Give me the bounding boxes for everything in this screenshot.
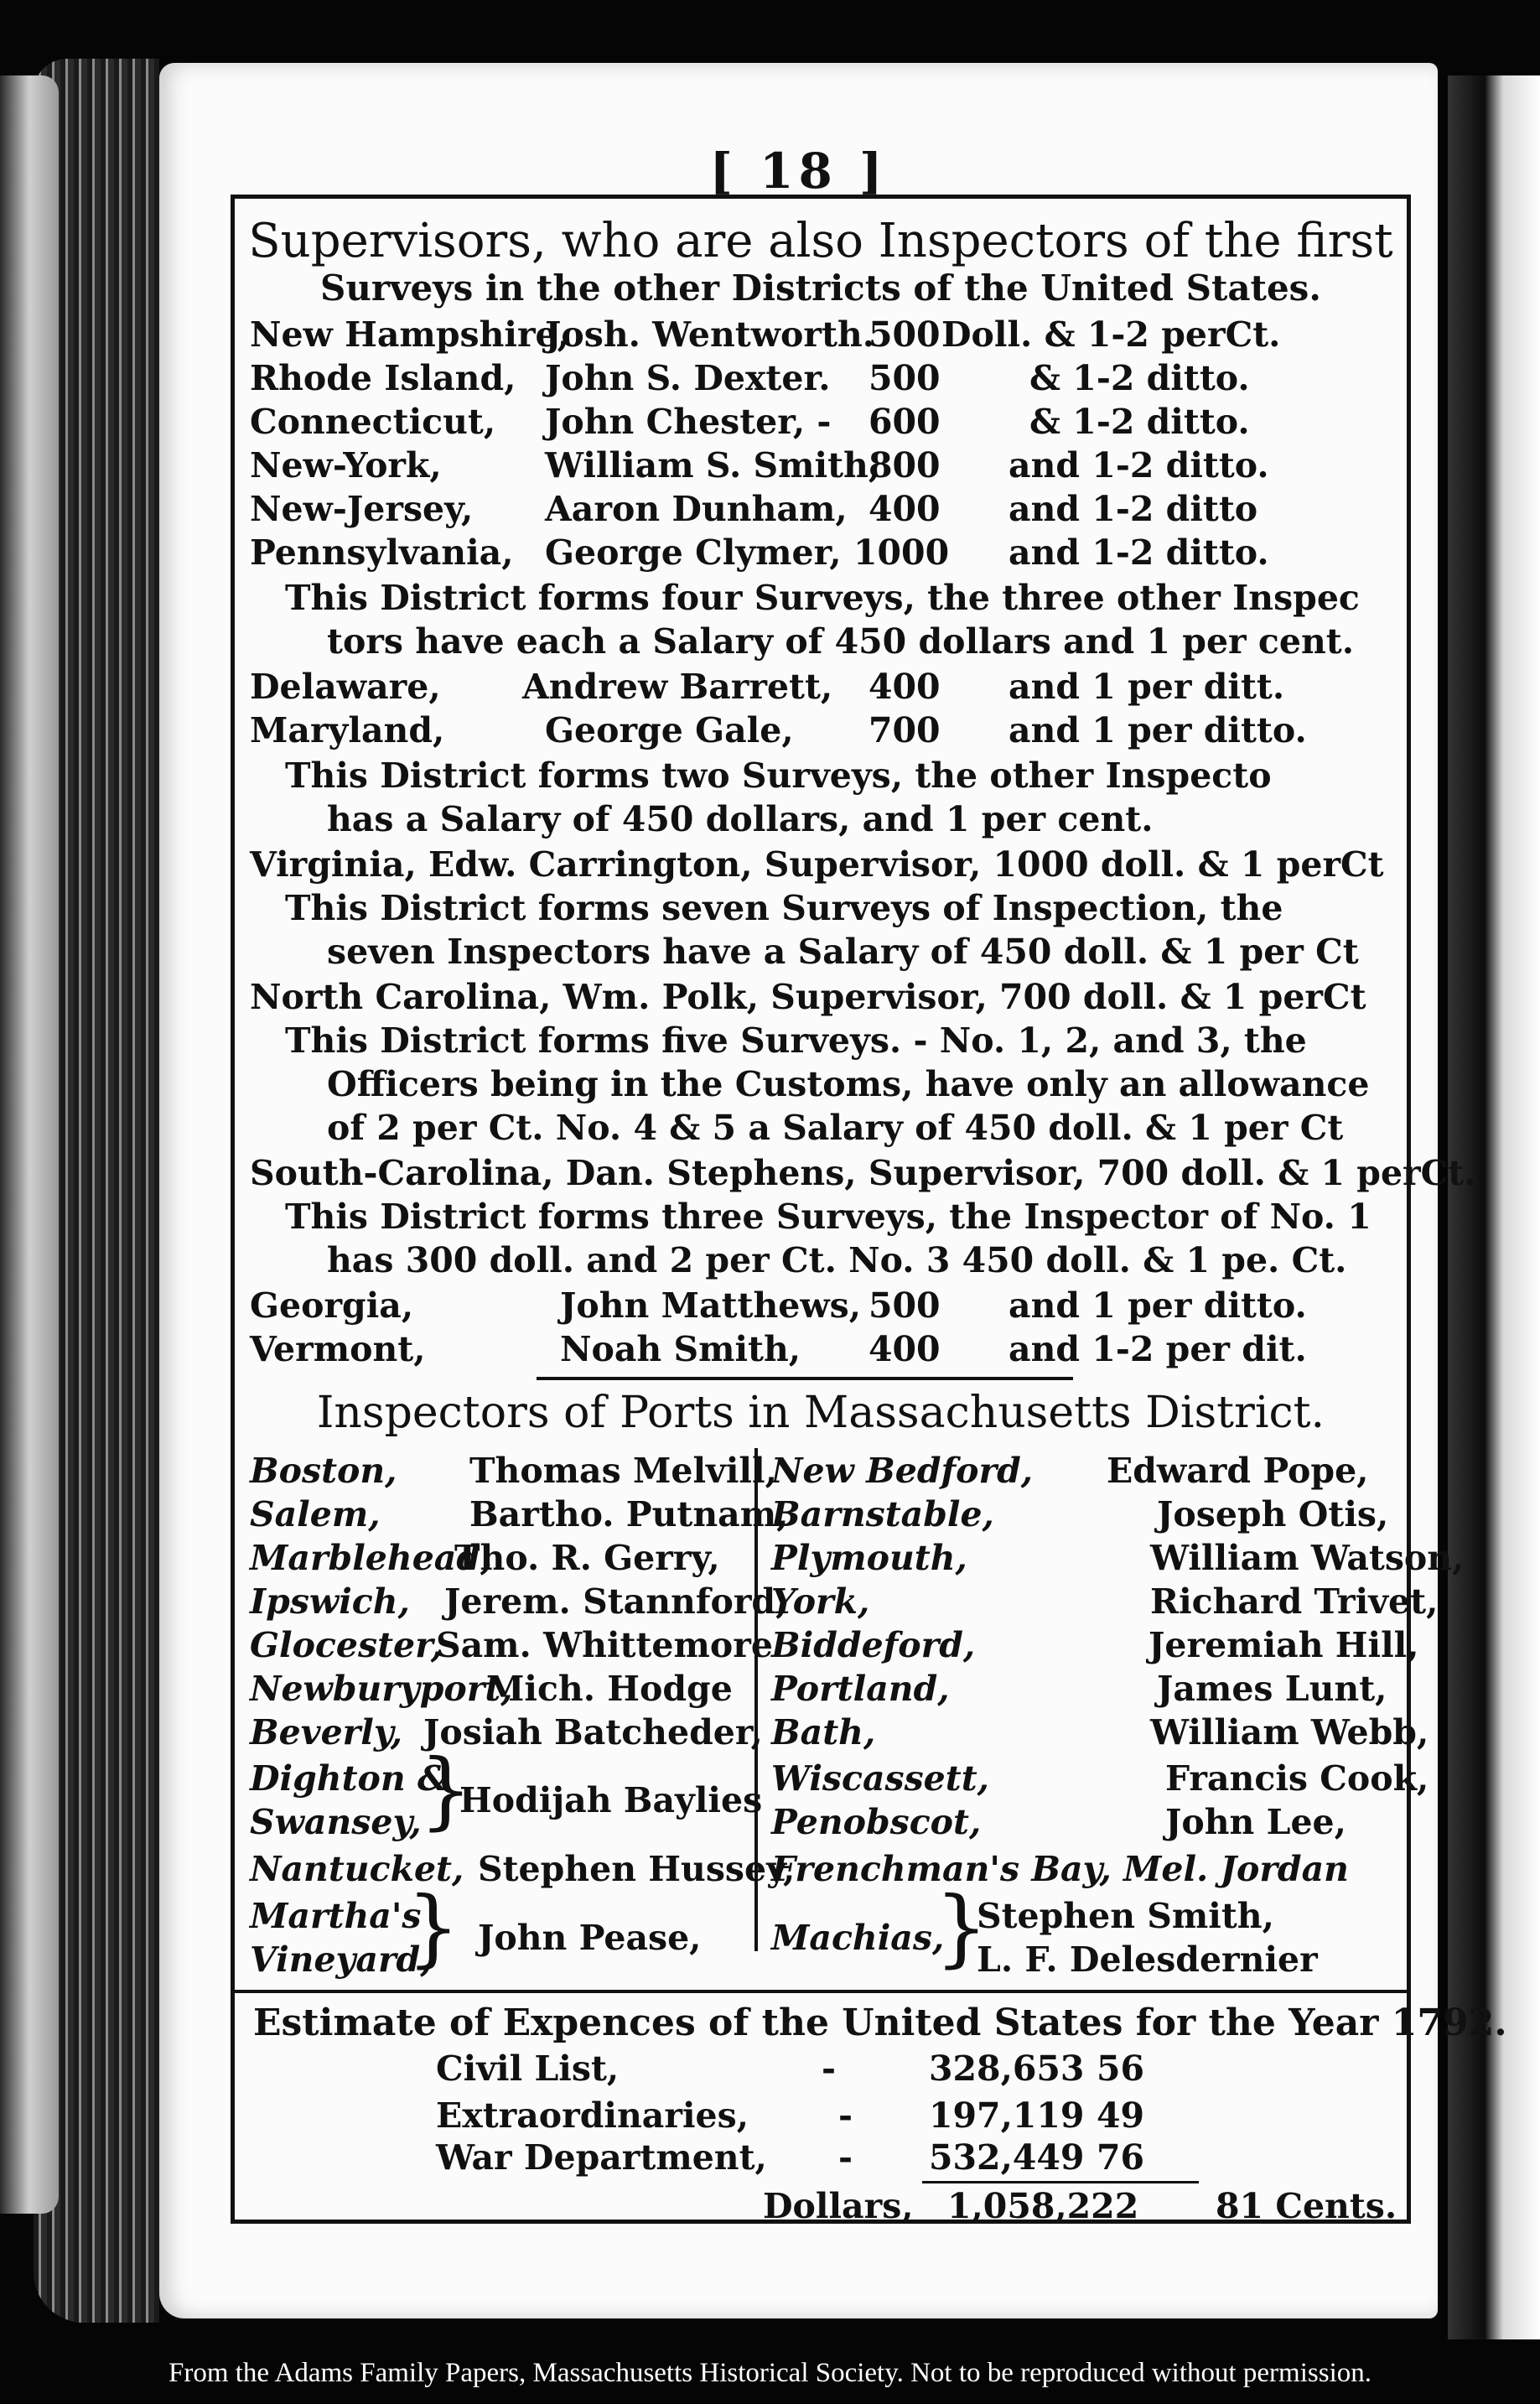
inspector-name: John Lee, xyxy=(1165,1802,1346,1842)
inspector-name: William Watson, xyxy=(1150,1538,1465,1578)
copyright-footer: From the Adams Family Papers, Massachusetts Historical Society. Not to be reproduced without permission. xyxy=(169,2358,1371,2388)
ruled-frame xyxy=(231,195,1507,2226)
port-name: Beverly, xyxy=(250,1712,402,1752)
note-pennsylvania-cont: tors have each a Salary of 450 dollars and 1 per cent. xyxy=(327,621,1354,662)
facing-page-edge xyxy=(0,75,59,2214)
note-maryland-cont: has a Salary of 450 dollars, and 1 per cent. xyxy=(327,799,1154,839)
port-name: New Bedford, xyxy=(771,1451,1034,1491)
supervisor-name: George Gale, xyxy=(545,710,794,750)
total-label: Dollars, xyxy=(763,2186,914,2226)
supervisors-heading: Supervisors, who are also Inspectors of the first xyxy=(248,214,1393,268)
state: Pennsylvania, xyxy=(250,532,514,573)
note-north-carolina-cont2: of 2 per Ct. No. 4 & 5 a Salary of 450 doll. & 1 per Ct xyxy=(327,1108,1344,1148)
note-virginia-cont: seven Inspectors have a Salary of 450 doll. & 1 per Ct xyxy=(327,932,1359,972)
port-name: Plymouth, xyxy=(771,1538,967,1578)
estimate-dollars: 328,653 xyxy=(929,2048,1085,2089)
supervisor-name: George Clymer, xyxy=(545,532,842,573)
inspector-name: John Pease, xyxy=(478,1918,702,1958)
inspector-name: Josiah Batcheder, xyxy=(423,1712,763,1752)
inspector-name: James Lunt, xyxy=(1157,1669,1387,1709)
supervisor-name: William S. Smith, xyxy=(545,445,881,485)
supervisor-name: Aaron Dunham, xyxy=(545,489,848,529)
book-spine-shadow xyxy=(1448,75,1540,2339)
inspector-name: Jerem. Stannford, xyxy=(444,1581,788,1622)
port-name: Portland, xyxy=(771,1669,950,1709)
inspector-name: Mich. Hodge xyxy=(486,1669,733,1709)
supervisor-name: John Chester, - xyxy=(545,402,832,442)
supervisor-row xyxy=(250,314,1395,358)
port-name: Penobscot, xyxy=(771,1802,982,1842)
north-carolina-row: North Carolina, Wm. Polk, Supervisor, 700 doll. & 1 perCt xyxy=(250,977,1366,1017)
port-name: Biddeford, xyxy=(771,1625,976,1665)
inspector-name: Hodijah Baylies xyxy=(459,1780,763,1820)
estimate-dash: - xyxy=(838,2137,853,2178)
salary: 400 xyxy=(869,1329,941,1369)
estimate-heading: Estimate of Expences of the United States for the Year 1792. xyxy=(253,2002,1507,2044)
virginia-row: Virginia, Edw. Carrington, Supervisor, 1000 doll. & 1 perCt xyxy=(250,844,1384,885)
inspector-name: Bartho. Putnam, xyxy=(469,1494,789,1534)
estimate-dash: - xyxy=(838,2095,853,2136)
salary: 1000 xyxy=(853,532,950,573)
state: Maryland, xyxy=(250,710,445,750)
supervisor-row xyxy=(250,445,1395,489)
inspector-name: Sam. Whittemore xyxy=(436,1625,773,1665)
note-south-carolina: This District forms three Surveys, the Inspector of No. 1 xyxy=(285,1197,1371,1237)
estimate-cents: 49 xyxy=(1097,2095,1145,2136)
section-rule xyxy=(537,1377,1073,1380)
salary: 500 xyxy=(869,358,941,398)
rate: & 1-2 ditto. xyxy=(1029,402,1250,442)
supervisor-row xyxy=(250,532,1395,576)
salary: 800 xyxy=(869,445,941,485)
rate: and 1-2 per dit. xyxy=(1009,1329,1307,1369)
brace-icon: } xyxy=(407,1878,460,1976)
supervisor-name: Noah Smith, xyxy=(560,1329,801,1369)
frenchmans-bay-row: Frenchman's Bay, Mel. Jordan xyxy=(771,1849,1349,1889)
inspector-name: William Webb, xyxy=(1150,1712,1429,1752)
rate: and 1-2 ditto xyxy=(1009,489,1258,529)
inspector-name: Edward Pope, xyxy=(1107,1451,1369,1491)
port-name: Vineyard, xyxy=(250,1939,433,1980)
note-pennsylvania: This District forms four Surveys, the three other Inspec xyxy=(285,578,1360,618)
port-name: Boston, xyxy=(250,1451,397,1491)
section-rule xyxy=(235,1990,1407,1993)
estimate-dollars: 532,449 xyxy=(929,2137,1085,2178)
state: Rhode Island, xyxy=(250,358,516,398)
port-name: Swansey, xyxy=(250,1802,422,1842)
rate: & 1-2 ditto. xyxy=(1029,358,1250,398)
inspector-name: Tho. R. Gerry, xyxy=(454,1538,720,1578)
rate: and 1 per ditto. xyxy=(1009,1285,1307,1326)
rate: and 1-2 ditto. xyxy=(1009,445,1269,485)
estimate-label: Civil List, xyxy=(436,2048,620,2089)
salary: 400 xyxy=(869,667,941,707)
estimate-label: Extraordinaries, xyxy=(436,2095,749,2136)
supervisors-subheading: Surveys in the other Districts of the United States. xyxy=(320,267,1321,309)
supervisor-row xyxy=(250,667,1395,710)
brace-icon: } xyxy=(419,1741,473,1839)
supervisor-row xyxy=(250,1285,1395,1329)
state: Vermont, xyxy=(250,1329,426,1369)
state: New-York, xyxy=(250,445,442,485)
note-virginia: This District forms seven Surveys of Inspection, the xyxy=(285,888,1283,928)
estimate-dash: - xyxy=(822,2048,837,2089)
supervisor-name: Josh. Wentworth. xyxy=(545,314,874,355)
estimate-dollars: 197,119 xyxy=(929,2095,1085,2136)
salary: 400 xyxy=(869,489,941,529)
state: New-Jersey, xyxy=(250,489,474,529)
note-north-carolina-cont: Officers being in the Customs, have only an allowance xyxy=(327,1064,1370,1104)
page-number: [ 18 ] xyxy=(709,143,888,200)
salary: 500 xyxy=(869,314,941,355)
salary: 700 xyxy=(869,710,941,750)
estimate-cents: 56 xyxy=(1097,2048,1145,2089)
supervisor-row xyxy=(250,1329,1395,1373)
inspector-name: L. F. Delesdernier xyxy=(977,1939,1318,1980)
estimate-cents: 76 xyxy=(1097,2137,1145,2178)
south-carolina-row: South-Carolina, Dan. Stephens, Supervisor, 700 doll. & 1 perCt. xyxy=(250,1153,1476,1193)
rate: and 1 per ditto. xyxy=(1009,710,1307,750)
note-north-carolina: This District forms five Surveys. - No. 1, 2, and 3, the xyxy=(285,1020,1307,1061)
port-name: Barnstable, xyxy=(771,1494,994,1534)
port-name: Glocester, xyxy=(250,1625,443,1665)
port-name: Dighton & xyxy=(250,1758,449,1799)
port-name: Bath, xyxy=(771,1712,876,1752)
inspector-name: Richard Trivet, xyxy=(1150,1581,1439,1622)
supervisor-row xyxy=(250,402,1395,445)
supervisor-row xyxy=(250,710,1395,754)
port-name: Newburyport, xyxy=(250,1669,513,1709)
port-name: Martha's xyxy=(250,1896,422,1936)
state: New Hampshire, xyxy=(250,314,569,355)
port-name: Wiscassett, xyxy=(771,1758,989,1799)
state: Delaware, xyxy=(250,667,441,707)
total-cents: 81 Cents. xyxy=(1216,2186,1397,2226)
inspector-name: Jeremiah Hill, xyxy=(1149,1625,1419,1665)
port-name: Machias, xyxy=(771,1918,945,1958)
rate: and 1 per ditt. xyxy=(1009,667,1285,707)
salary: 500 xyxy=(869,1285,941,1326)
inspector-name: Stephen Smith, xyxy=(977,1896,1274,1936)
total-dollars: 1,058,222 xyxy=(947,2186,1139,2226)
supervisor-name: John S. Dexter. xyxy=(545,358,831,398)
estimate-label: War Department, xyxy=(436,2137,767,2178)
supervisor-name: Andrew Barrett, xyxy=(522,667,833,707)
port-name: Ipswich, xyxy=(250,1581,410,1622)
port-name: Marblehead, xyxy=(250,1538,493,1578)
supervisor-name: John Matthews, xyxy=(560,1285,862,1326)
salary: 600 xyxy=(869,402,941,442)
supervisor-row xyxy=(250,489,1395,532)
port-name: Nantucket, xyxy=(250,1849,464,1889)
brace-icon: } xyxy=(935,1878,988,1976)
inspectors-heading: Inspectors of Ports in Massachusetts District. xyxy=(316,1388,1325,1438)
rate: and 1-2 ditto. xyxy=(1009,532,1269,573)
port-name: Salem, xyxy=(250,1494,381,1534)
inspector-name: Thomas Melvill, xyxy=(469,1451,777,1491)
inspector-name: Stephen Hussey, xyxy=(478,1849,796,1889)
inspector-name: Francis Cook, xyxy=(1165,1758,1429,1799)
port-name: York, xyxy=(771,1581,870,1622)
note-south-carolina-cont: has 300 doll. and 2 per Ct. No. 3 450 doll. & 1 pe. Ct. xyxy=(327,1240,1347,1280)
state: Georgia, xyxy=(250,1285,414,1326)
state: Connecticut, xyxy=(250,402,496,442)
note-maryland: This District forms two Surveys, the other Inspecto xyxy=(285,755,1272,796)
sum-rule xyxy=(922,2181,1199,2183)
supervisor-row xyxy=(250,358,1395,402)
rate: Doll. & 1-2 perCt. xyxy=(941,314,1281,355)
inspector-name: Joseph Otis, xyxy=(1157,1494,1389,1534)
